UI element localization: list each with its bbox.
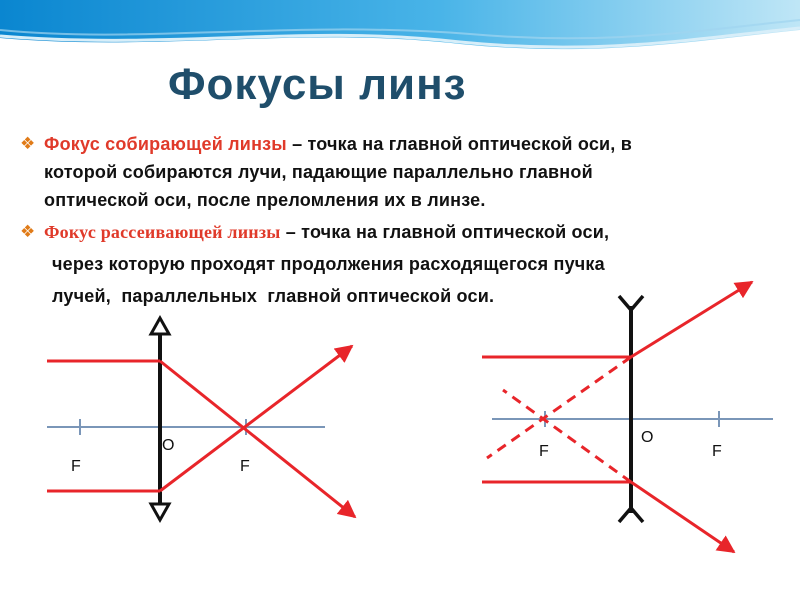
bullet-2-rest: – точка на главной оптической оси,: [280, 222, 610, 242]
center-label-left: O: [162, 437, 175, 454]
focus-label-left: F: [71, 458, 81, 475]
bullet-1-line-1: [44, 130, 632, 158]
extension-top-dashed: [487, 357, 631, 458]
bullet-1-term: Фокус собирающей линзы: [44, 134, 287, 154]
center-label-right: O: [641, 429, 654, 446]
bullet-1-line-3: оптической оси, после преломления их в линзе.: [44, 190, 486, 210]
bullet-2-line-1: [44, 218, 609, 246]
refracted-ray-top-2: [631, 282, 752, 357]
extension-bottom-dashed: [503, 390, 631, 482]
diamond-bullet-icon: ❖: [20, 134, 36, 153]
refracted-ray-bottom-2: [631, 482, 734, 552]
diverging-lens-diagram: [482, 282, 773, 552]
bullet-1-line-2: которой собираются лучи, падающие параллельно главной: [44, 162, 593, 182]
lens-fork-bottom: [619, 508, 643, 522]
page-title: Фокусы линз: [168, 60, 467, 109]
lens-arrow-top: [151, 318, 169, 334]
refracted-ray-bottom: [160, 346, 352, 491]
bullet-2-term: Фокус рассеивающей линзы: [44, 222, 281, 242]
lens-arrow-bottom: [151, 504, 169, 520]
focus-label-left-2: F: [539, 443, 549, 460]
bullet-2-line-3: лучей, параллельных главной оптической оси.: [52, 286, 495, 306]
focus-label-right-2: F: [712, 443, 722, 460]
bullet-1-rest: – точка на главной оптической оси, в: [286, 134, 632, 154]
converging-lens-diagram: [47, 318, 355, 520]
focus-label-right: F: [240, 458, 250, 475]
lens-fork-top: [619, 296, 643, 310]
diamond-bullet-icon: ❖: [20, 222, 36, 241]
bullet-2-line-2: через которую проходят продолжения расходящегося пучка: [52, 254, 605, 274]
refracted-ray-top: [160, 361, 355, 517]
